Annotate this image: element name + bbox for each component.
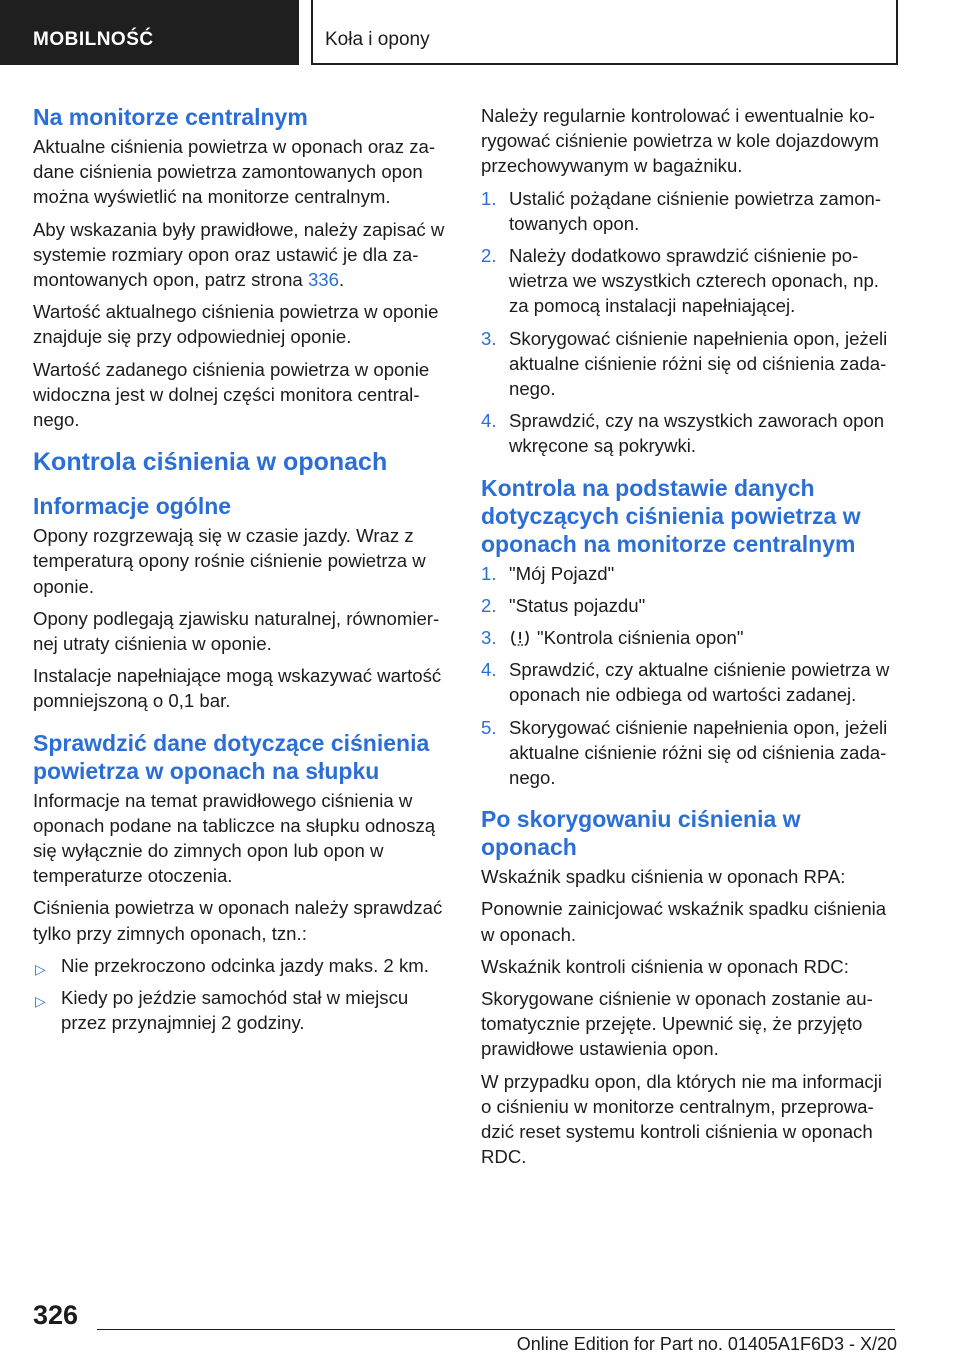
triangle-bullet-icon: ▷ [35,993,46,1010]
chapter-title: Koła i opony [325,29,430,50]
heading-tire-pressure-check: Kontrola ciśnienia w oponach [33,448,388,477]
paragraph: Aktualne ciśnienia powietrza w oponach oraz zadane ciśnienia powietrza zamontowanych opon można wyświetlić na monitorze centralnym. [33,136,436,208]
paragraph: Wskaźnik kontroli ciśnienia w oponach RDC: [481,955,849,977]
step-number: 5. [481,716,497,738]
footer-divider [97,1329,895,1330]
list-item [481,593,897,618]
section-title: MOBILNOŚĆ [33,29,154,50]
paragraph: Opony podlegają zjawisku naturalnej, równomiernej utraty ciśnienia w oponie. [33,607,440,655]
step-number: 2. [481,245,497,267]
page-reference-link[interactable]: 336 [307,269,339,291]
chapter-header [311,0,898,65]
left-column [33,103,448,1042]
step-number: 3. [481,327,497,349]
triangle-bullet-icon: ▷ [35,960,46,977]
step-number: 4. [481,410,497,432]
heading-after-correction: Po skorygowaniu ciśnienia w oponach [481,806,801,861]
step-text: Skorygować ciśnienie napełnienia opon, jeżeli aktualne ciśnienie różni się od ciśnienia zadanego. [509,327,888,400]
paragraph: Ponownie zainicjować wskaźnik spadku ciśnienia w oponach. [481,898,887,945]
paragraph-with-link [33,217,448,293]
list-item [481,625,897,650]
paragraph-end: . [338,269,345,291]
right-column [481,103,897,1177]
steps-list-spare-wheel [481,186,897,459]
step-text: Skorygować ciśnienie napełnienia opon, jeżeli aktualne ciśnienie różni się od ciśnienia zadanego. [509,716,888,789]
list-item [33,953,448,978]
step-text: "Kontrola ciśnienia opon" [537,627,744,649]
list-item [33,985,448,1035]
step-text: Sprawdzić, czy aktualne ciśnienie powietrza w oponach nie odbiega od wartości zadanej. [509,659,890,706]
step-number: 1. [481,562,497,584]
step-text: Ustalić pożądane ciśnienie powietrza zamontowanych opon. [509,187,882,234]
steps-list-monitor [481,561,897,791]
paragraph: Ciśnienia powietrza w oponach należy sprawdzać tylko przy zimnych oponach, tzn.: [33,897,443,944]
step-text: Należy dodatkowo sprawdzić ciśnienie powietrza we wszystkich czterech oponach, np. za pomocą instalacji napełniającej. [509,245,879,317]
list-item [481,326,897,402]
list-item-text: Kiedy po jeździe samochód stał w miejscu przez przynajmniej 2 godziny. [61,987,409,1034]
list-item-text: Nie przekroczono odcinka jazdy maks. 2 km. [61,954,429,976]
tire-pressure-warning-icon [509,628,531,646]
bullet-list [33,953,448,1036]
paragraph: Wartość aktualnego ciśnienia powietrza w oponie znajduje się przy odpowiedniej oponie. [33,301,439,348]
list-item [481,408,897,458]
list-item [481,243,897,319]
step-text: "Mój Pojazd" [509,562,615,584]
step-number: 3. [481,627,497,649]
paragraph-text: Aby wskazania były prawidłowe, należy zapisać w systemie rozmiary opon oraz ustawić je dla zamontowanych opon, patrz strona [33,218,445,291]
step-text: Sprawdzić, czy na wszystkich zaworach opon wkręcone są pokrywki. [509,410,885,457]
heading-pillar-check: Sprawdzić dane dotyczące ciśnienia powietrza w oponach na słupku [33,729,430,784]
paragraph: Wskaźnik spadku ciśnienia w oponach RPA: [481,866,846,888]
heading-monitor-check: Kontrola na podstawie danych dotyczących ciśnienia powietrza w oponach na monitorze centralnym [481,474,861,557]
list-item [481,715,897,791]
section-header [0,0,299,65]
heading-monitor: Na monitorze centralnym [33,104,308,130]
paragraph: W przypadku opon, dla których nie ma informacji o ciśnieniu w monitorze centralnym, przeprowadzić reset systemu kontroli ciśnienia w oponach RDC. [481,1070,882,1168]
step-number: 1. [481,187,497,209]
paragraph: Należy regularnie kontrolować i ewentualnie korygować ciśnienie powietrza w kole dojazdowym przechowywanym w bagażniku. [481,105,879,177]
step-number: 4. [481,659,497,681]
paragraph: Opony rozgrzewają się w czasie jazdy. Wraz z temperaturą opony rośnie ciśnienie powietrza w oponie. [33,525,426,597]
page-number: 326 [33,1300,79,1330]
paragraph: Informacje na temat prawidłowego ciśnienia w oponach podane na tabliczce na słupku odnoszą się wyłącznie do zimnych opon lub opon w temperaturze otoczenia. [33,789,436,887]
paragraph: Skorygowane ciśnienie w oponach zostanie automatycznie przejęte. Upewnić się, że przyjęto prawidłowe ustawienia opon. [481,988,873,1060]
list-item [481,561,897,586]
paragraph: Wartość zadanego ciśnienia powietrza w oponie widoczna jest w dolnej części monitora centralnego. [33,358,430,431]
list-item [481,657,897,707]
heading-general-info: Informacje ogólne [33,493,232,520]
paragraph: Instalacje napełniające mogą wskazywać wartość pomniejszoną o 0,1 bar. [33,665,442,712]
list-item [481,186,897,236]
footer-edition: Online Edition for Part no. 01405A1F6D3 - X/20 [516,1334,897,1354]
step-text: "Status pojazdu" [509,594,646,616]
step-number: 2. [481,594,497,616]
